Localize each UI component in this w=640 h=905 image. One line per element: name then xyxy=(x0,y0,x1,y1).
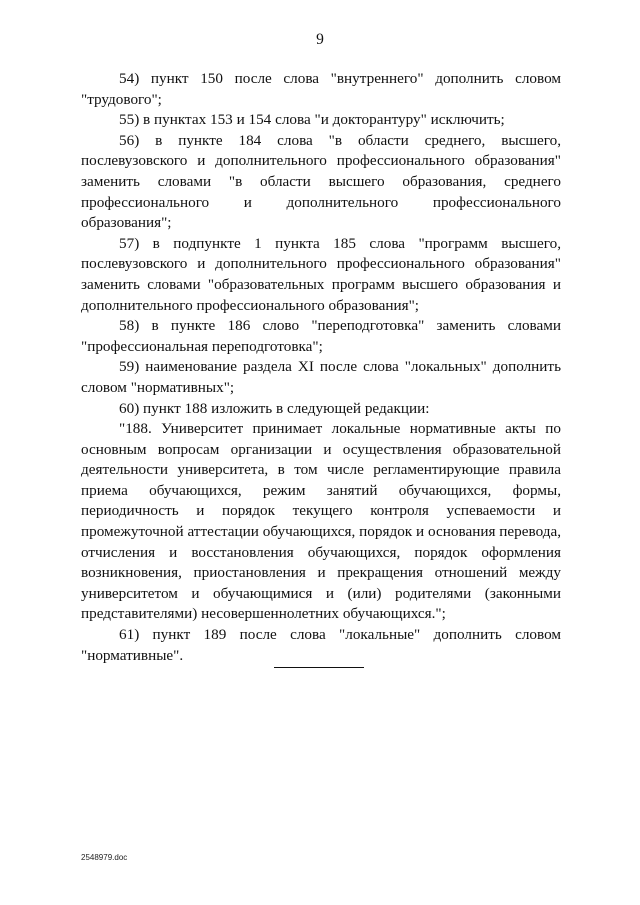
paragraph-56: 56) в пункте 184 слова "в области среднего, высшего, послевузовского и дополнительного профессионального образования" заменить словами "в области высшего образования, среднего профессионального и дополнительного профессионального образования"; xyxy=(81,131,561,232)
paragraph-55: 55) в пунктах 153 и 154 слова "и докторантуру" исключить; xyxy=(119,111,505,129)
paragraph-59: 59) наименование раздела XI после слова "локальных" дополнить словом "нормативных"; xyxy=(81,358,561,396)
footer-document-code: 2548979.doc xyxy=(81,853,128,862)
paragraph-57: 57) в подпункте 1 пункта 185 слова "программ высшего, послевузовского и дополнительного профессионального образования" заменить словами "образовательных программ высшего образования и дополнительного профессионального образования"; xyxy=(81,234,561,314)
page-number: 9 xyxy=(316,31,324,48)
paragraph-54: 54) пункт 150 после слова "внутреннего" дополнить словом "трудового"; xyxy=(81,70,561,108)
paragraph-188-text: "188. Университет принимает локальные нормативные акты по основным вопросам организации и осуществления образовательной деятельности университета, в том числе регламентирующие правила приема обучающихся, режим занятий обучающихся, формы, периодичность и порядок текущего контроля успеваемости и промежуточной аттестации обучающихся, порядок и основания перевода, отчисления и восстановления обучающихся, порядок оформления возникновения, приостановления и прекращения отношений между университетом и обучающимися и (или) родителями (законными представителями) несовершеннолетних обучающихся."; xyxy=(81,420,561,623)
document-body xyxy=(81,69,561,666)
paragraph-60: 60) пункт 188 изложить в следующей редакции: xyxy=(119,399,430,417)
paragraph-61: 61) пункт 189 после слова "локальные" дополнить словом "нормативные". xyxy=(81,626,561,664)
paragraph-58: 58) в пункте 186 слово "переподготовка" заменить словами "профессиональная переподготовка"; xyxy=(81,317,561,355)
end-separator-line xyxy=(274,667,364,668)
